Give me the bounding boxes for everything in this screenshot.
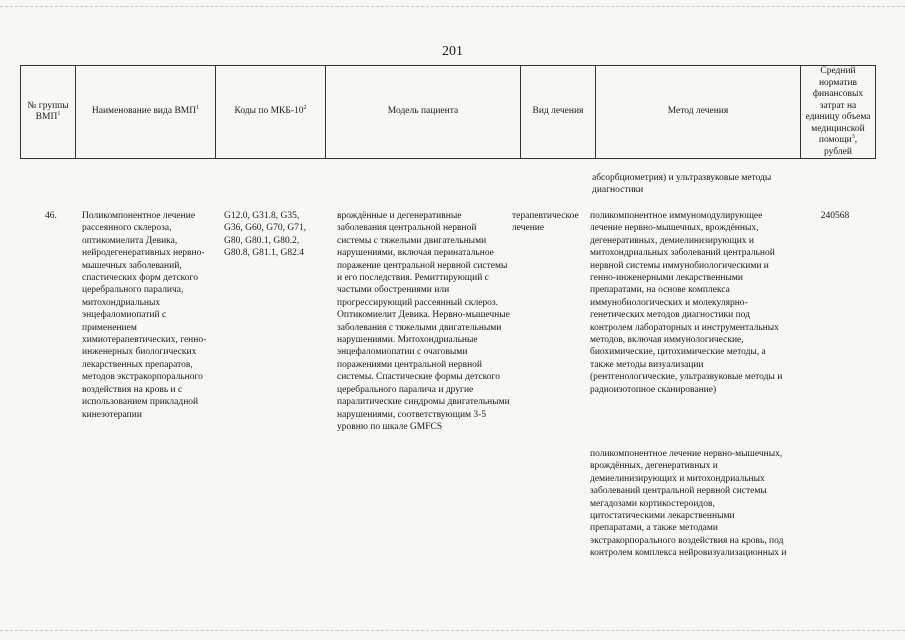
header-vmp-name: Наименование вида ВМП$^1$ (76, 66, 216, 159)
header-mkb-codes: Коды по МКБ-$10^2$ (216, 66, 326, 159)
header-group-number: № группы ВМП$^1$ (21, 66, 76, 159)
treatment-method-2: поликомпонентное лечение нервно-мышечных, врождённых, дегенеративных и демиелинизирующих и митохондриальных заболеваний центральной нервной системы мегадозами кортикостероидов, цитостатическими лекарственными препаратами, а также методами экстракорпорального воздействия на кровь, под контролем комплекса нейровизуализационных и (590, 449, 787, 559)
method-continuation: абсорбциометрия) и ультразвуковые методы диагностики (592, 173, 772, 196)
row-number: 46. (45, 211, 57, 221)
mkb-codes: G12.0, G31.8, G35, G36, G60, G70, G71, G80, G80.1, G80.2, G80.8, G81.1, G82.4 (224, 211, 307, 259)
header-treatment-method: Метод лечения (596, 66, 801, 159)
header-patient-model: Модель пациента (326, 66, 521, 159)
table-header (20, 65, 876, 159)
patient-model: врождённые и дегенеративные заболевания центральной нервной системы с тяжелыми двигательными нарушениями, включая перинатальное поражение центральной нервной системы и его последствия. Ремиттирующий с частыми обострениями или прогрессирующий рассеянный склероз. Оптикомиелит Девика. Нервно-мышечные заболевания с тяжелыми двигательными нарушениями. Митохондриальные энцефаломиопатии с очаговыми поражениями центральной нервной системы. Спастические формы детского церебрального паралича и другие паралитические синдромы двигательными нарушениями, соответствующим 3-5 уровню по шкале GMFCS (337, 211, 510, 432)
scan-top-edge (0, 6, 905, 7)
header-average-cost: Средний норматив финансовых затрат на единицу объема медицинской помощи$^3$, рублей (801, 66, 876, 159)
header-treatment-type: Вид лечения (521, 66, 596, 159)
treatment-method-1: поликомпонентное иммуномодулирующее лечение нервно-мышечных, врождённых, дегенеративных, демиелинизирующих и митохондриальных заболеваний центральной нервной системы иммунобиологическими и генно-инженерными лекарственными препаратами, на основе комплекса иммунобиологических и молекулярно-генетических методов диагностики под контролем лабораторных и инструментальных методов, включая иммунологические, биохимические, цитохимические методы, а также методы визуализации (рентгенологические, ультразвуковые методы и радиоизотопное сканирование) (590, 211, 783, 395)
average-cost-value: 240568 (820, 211, 850, 221)
vmp-type-name: Поликомпонентное лечение рассеянного склероза, оптикомиелита Девика, нейродегенеративных нервно-мышечных заболеваний, спастических форм детского церебрального паралича, митохондриальных энцефаломиопатий с применением химиотерапевтических, генно-инженерных биологических лекарственных препаратов, методов экстракорпорального воздействия на кровь и с использованием прикладной кинезотерапии (82, 211, 207, 420)
treatment-type: терапевтическое лечение (512, 211, 579, 234)
scan-bottom-edge (0, 630, 905, 631)
page-number: 201 (442, 44, 463, 59)
